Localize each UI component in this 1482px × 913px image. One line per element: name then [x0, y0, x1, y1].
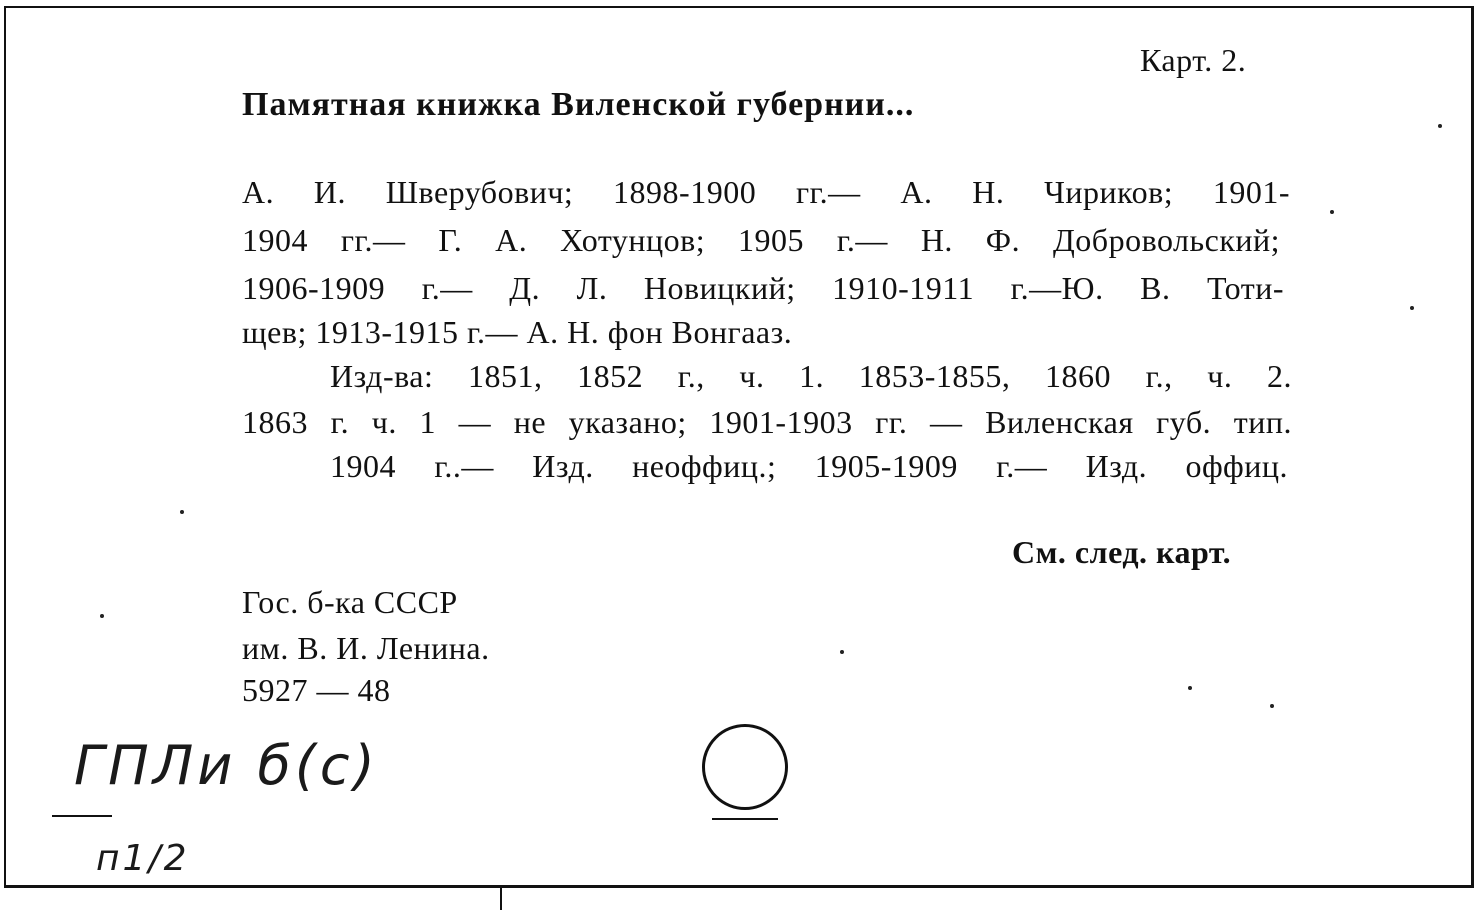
circle-underline: [712, 818, 778, 820]
library-line-3: 5927 — 48: [242, 672, 391, 708]
card-number: Карт. 2.: [1140, 42, 1247, 78]
speck-7: [180, 510, 184, 514]
speck-8: [100, 614, 104, 618]
handwritten-shelf-code: ГПЛи б(с): [74, 734, 379, 797]
card-title: Памятная книжка Виленской губернии...: [242, 86, 915, 123]
see-next-card: См. след. карт.: [1012, 534, 1232, 570]
editors-line-1: А. И. Шверубович; 1898-1900 гг.— А. Н. Чириков; 1901-: [242, 174, 1290, 210]
publishers-line-3: 1904 г..— Изд. неоффиц.; 1905-1909 г.— Изд. оффиц.: [330, 448, 1288, 484]
speck-5: [1410, 306, 1414, 310]
bottom-tick: [500, 888, 502, 910]
speck-1: [1330, 210, 1334, 214]
editors-line-2: 1904 гг.— Г. А. Хотунцов; 1905 г.— Н. Ф. Добровольский;: [242, 222, 1280, 258]
library-line-2: им. В. И. Ленина.: [242, 630, 490, 666]
handwritten-underline: [52, 815, 112, 817]
speck-6: [840, 650, 844, 654]
speck-3: [1188, 686, 1192, 690]
editors-line-4: щев; 1913-1915 г.— А. Н. фон Вонгааз.: [242, 314, 793, 350]
publishers-line-2: 1863 г. ч. 1 — не указано; 1901-1903 гг. — Виленская губ. тип.: [242, 404, 1292, 440]
stamp-circle: [702, 724, 788, 810]
handwritten-note: п1/2: [96, 838, 190, 879]
speck-2: [1438, 124, 1442, 128]
publishers-line-1: Изд-ва: 1851, 1852 г., ч. 1. 1853-1855, 1860 г., ч. 2.: [330, 358, 1292, 394]
library-line-1: Гос. б-ка СССР: [242, 584, 458, 620]
editors-line-3: 1906-1909 г.— Д. Л. Новицкий; 1910-1911 г.—Ю. В. Тоти-: [242, 270, 1284, 306]
speck-4: [1270, 704, 1274, 708]
